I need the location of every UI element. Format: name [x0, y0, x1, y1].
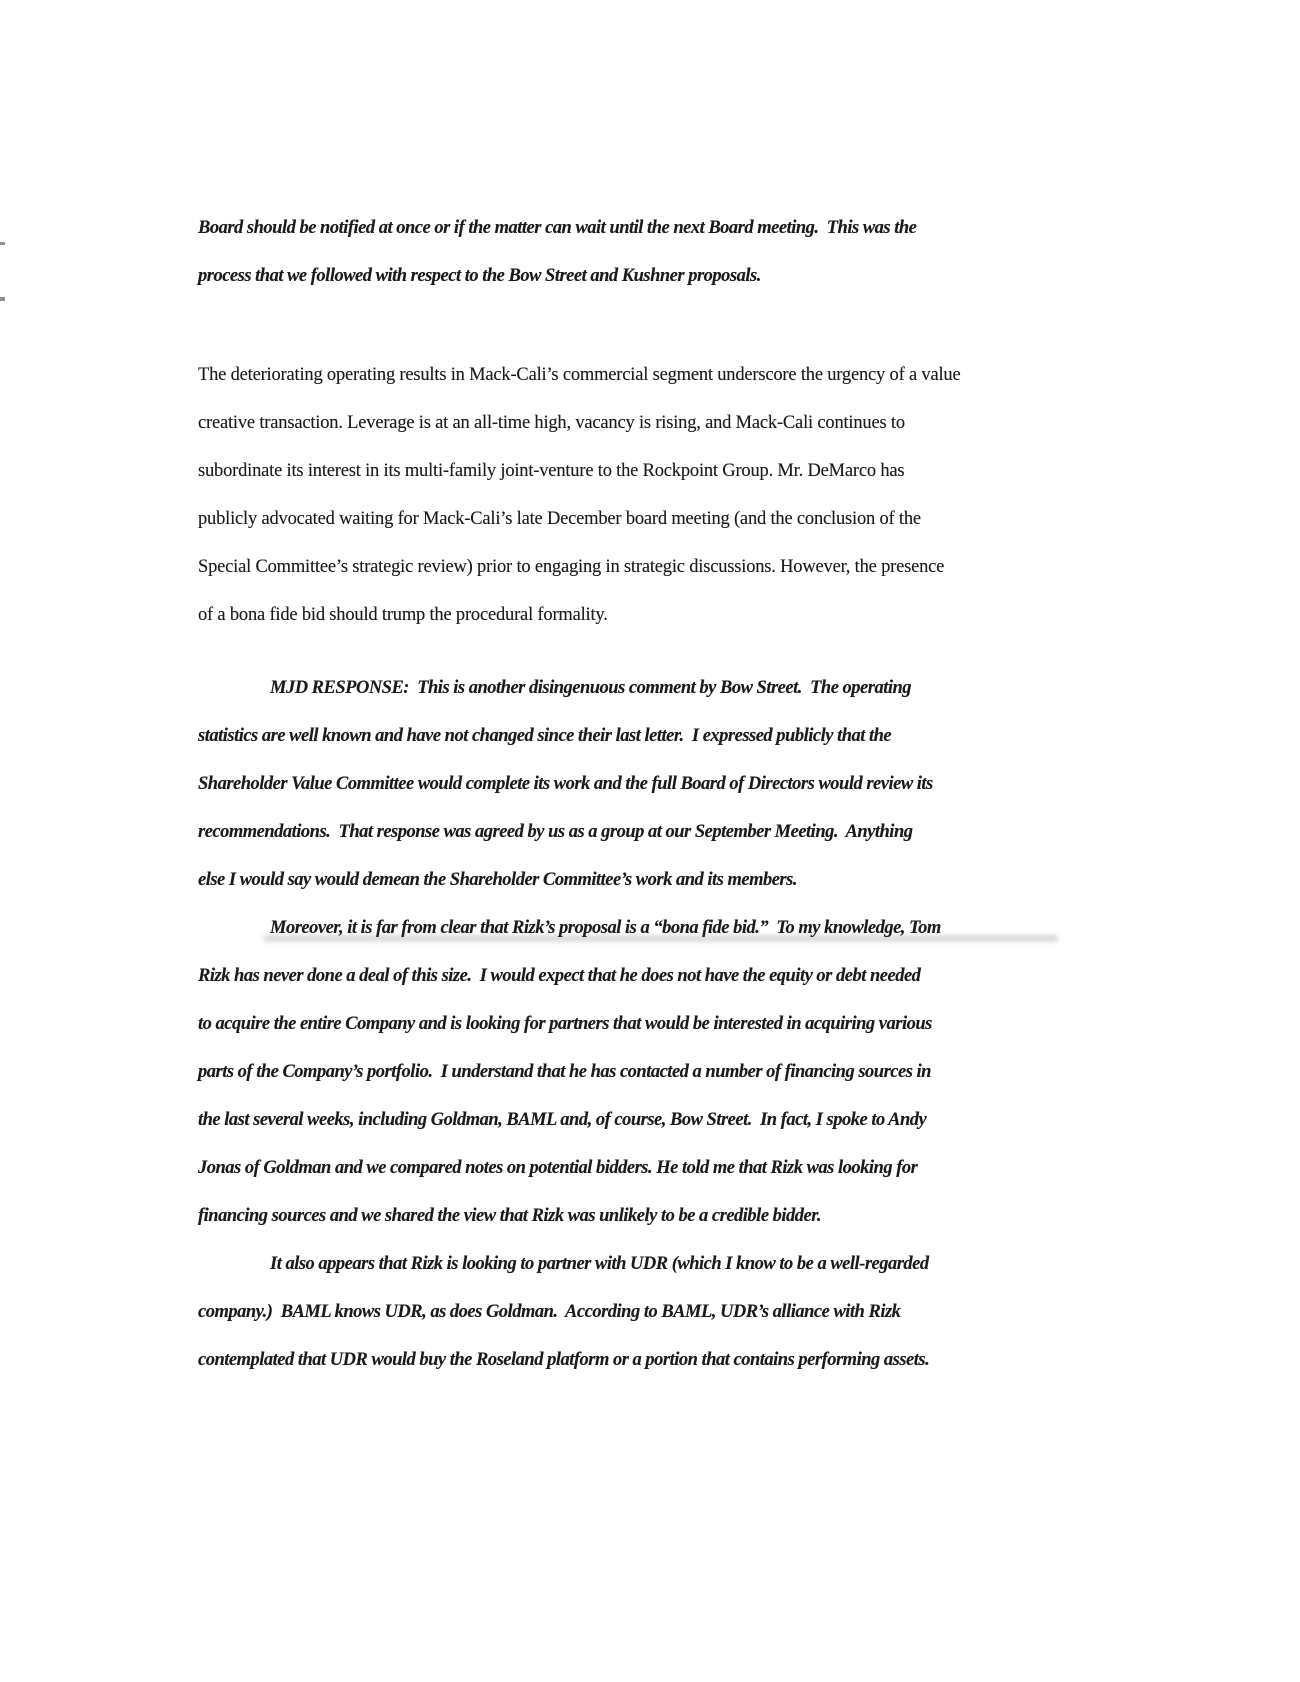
text-line: of a bona fide bid should trump the procedural formality. — [198, 605, 608, 625]
paragraph-mjd-continuation — [198, 204, 1118, 300]
paragraph-bow-street-letter — [198, 351, 1118, 639]
text-line: It also appears that Rizk is looking to partner with UDR (which I know to be a well-regarded — [270, 1254, 929, 1274]
text-line: Board should be notified at once or if the matter can wait until the next Board meeting. This was the — [198, 218, 917, 238]
paragraph-moreover — [198, 904, 1118, 1240]
text-line: publicly advocated waiting for Mack-Cali’s late December board meeting (and the conclusion of the — [198, 509, 921, 529]
text-line: the last several weeks, including Goldman, BAML and, of course, Bow Street. In fact, I spoke to Andy — [198, 1110, 927, 1130]
paragraph-mjd-response — [198, 664, 1118, 904]
text-line: to acquire the entire Company and is looking for partners that would be interested in acquiring various — [198, 1014, 932, 1034]
document-body — [198, 204, 1118, 1384]
text-line: company.) BAML knows UDR, as does Goldman. According to BAML, UDR’s alliance with Rizk — [198, 1302, 901, 1322]
text-line: The deteriorating operating results in Mack-Cali’s commercial segment underscore the urgency of a value — [198, 365, 961, 385]
text-line: MJD RESPONSE: This is another disingenuous comment by Bow Street. The operating — [270, 678, 912, 698]
text-line: Jonas of Goldman and we compared notes on potential bidders. He told me that Rizk was looking for — [198, 1158, 918, 1178]
text-line: creative transaction. Leverage is at an all-time high, vacancy is rising, and Mack-Cali continues to — [198, 413, 905, 433]
text-line: else I would say would demean the Shareholder Committee’s work and its members. — [198, 870, 797, 890]
text-line: recommendations. That response was agreed by us as a group at our September Meeting. Anything — [198, 822, 913, 842]
text-line: financing sources and we shared the view that Rizk was unlikely to be a credible bidder. — [198, 1206, 822, 1226]
text-line: Rizk has never done a deal of this size. I would expect that he does not have the equity or debt needed — [198, 966, 921, 986]
scan-artifact-mark — [0, 297, 5, 301]
scan-artifact-mark — [0, 242, 5, 245]
text-line: contemplated that UDR would buy the Roseland platform or a portion that contains performing assets. — [198, 1350, 930, 1370]
text-line: Moreover, it is far from clear that Rizk’s proposal is a “bona fide bid.” To my knowledge, Tom — [198, 904, 1118, 952]
text-line: statistics are well known and have not changed since their last letter. I expressed publicly that the — [198, 726, 892, 746]
paragraph-it-also-appears — [198, 1240, 1118, 1384]
text-line: Special Committee’s strategic review) prior to engaging in strategic discussions. However, the presence — [198, 557, 945, 577]
text-line: process that we followed with respect to the Bow Street and Kushner proposals. — [198, 266, 761, 286]
text-line: subordinate its interest in its multi-family joint-venture to the Rockpoint Group. Mr. DeMarco has — [198, 461, 905, 481]
text-line: parts of the Company’s portfolio. I understand that he has contacted a number of financing sources in — [198, 1062, 931, 1082]
text-line: Shareholder Value Committee would complete its work and the full Board of Directors would review its — [198, 774, 933, 794]
